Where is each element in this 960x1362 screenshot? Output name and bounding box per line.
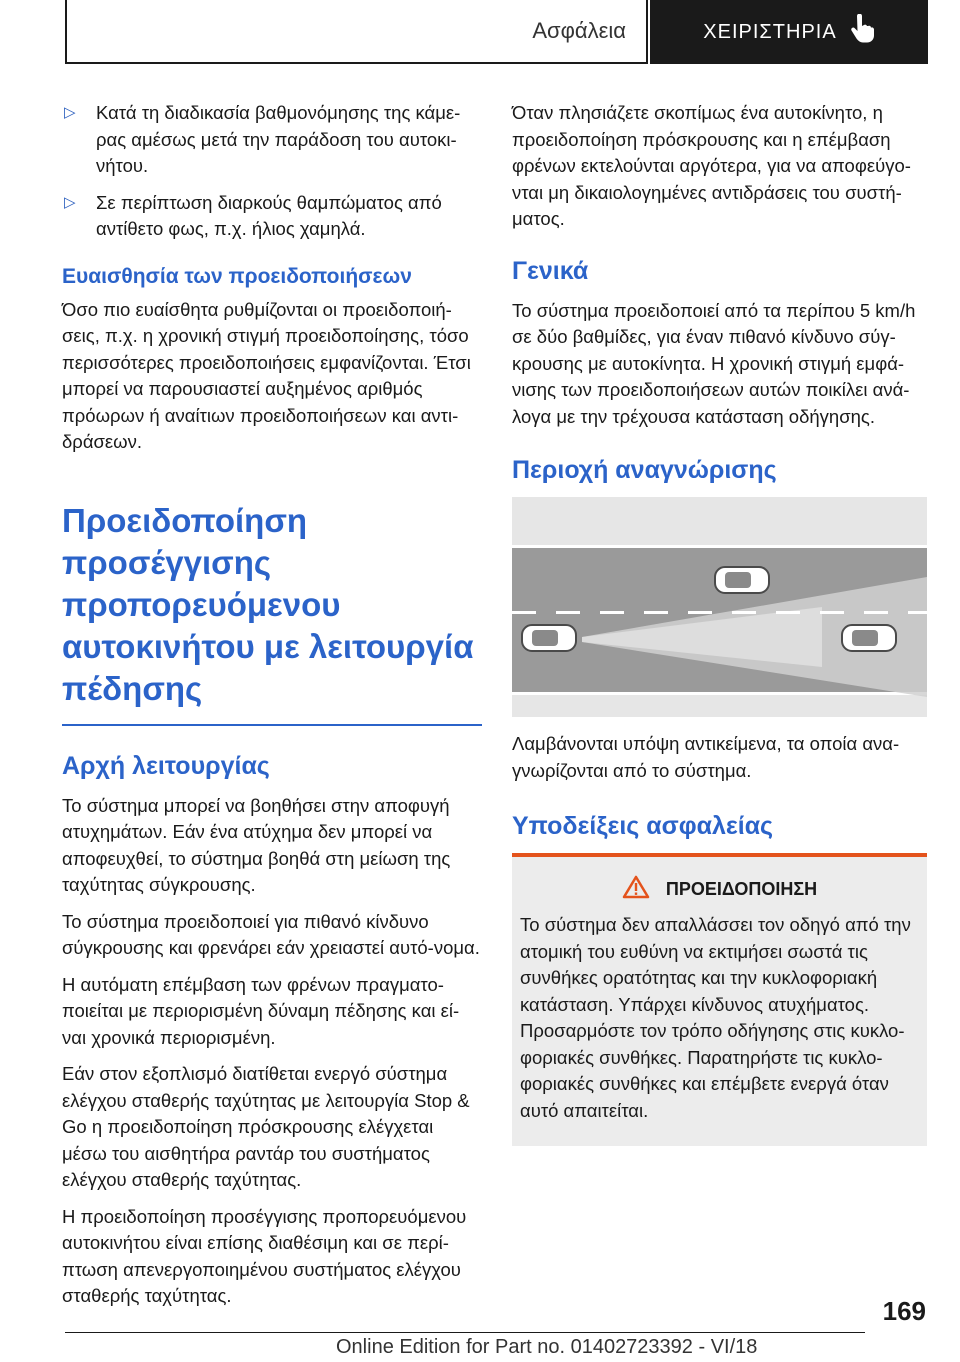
warning-title-row <box>520 875 919 904</box>
bullet-list <box>62 100 482 243</box>
triangle-bullet-icon: ▷ <box>64 104 76 121</box>
right-column <box>512 100 932 1146</box>
list-item: ▷ Σε περίπτωση διαρκούς θαμπώματος από αντίθετο φως, π.χ. ήλιος χαμηλά. <box>64 191 442 239</box>
page-number: 169 <box>882 1296 926 1326</box>
pointing-hand-icon <box>849 14 875 50</box>
car-icon <box>715 567 769 593</box>
road-illustration <box>512 497 927 717</box>
principle-paragraph: Εάν στον εξοπλισμό διατίθεται ενεργό σύστημα ελέγχου σταθερής ταχύτητας με λειτουργία Stop & Go η προειδοποίηση πρόσκρουσης ελέγχεται μέσω του αισθητήρα ραντάρ του συστήματος ελέγχου σταθερής ταχύτητας. <box>62 1063 470 1190</box>
general-heading: Γενικά <box>512 256 589 285</box>
principle-paragraph: Το σύστημα προειδοποιεί για πιθανό κίνδυνο σύγκρουσης και φρενάρει εάν χρειαστεί αυτό-νομα. <box>62 910 480 958</box>
warning-text: Το σύστημα δεν απαλλάσσει τον οδηγό από την ατομική του ευθύνη να εκτιμήσει σωστά τις συνθήκες ορατότητας και την κυκλοφοριακή κατάσταση. Υπάρχει κίνδυνος ατυχήματος. Προσαρμόστε τον τρόπο οδήγησης στις κυκλο-φοριακές συνθήκες. Παρατηρήστε τις κυκλο-φοριακές συνθήκες και επέμβετε ενεργά όταν αυτό απαιτείται. <box>520 914 911 1121</box>
detection-heading: Περιοχή αναγνώρισης <box>512 456 777 484</box>
header-section-tab <box>65 0 648 64</box>
triangle-bullet-icon: ▷ <box>64 193 76 211</box>
warning-box <box>512 853 927 1146</box>
footer-edition: Online Edition for Part no. 01402723392 - VI/18 <box>336 1336 758 1358</box>
principle-paragraph: Η προειδοποίηση προσέγγισης προπορευόμενου αυτοκινήτου είναι επίσης διαθέσιμη και σε περί-πτωση απενεργοποιημένου συστήματος ελέγχου σταθερής ταχύτητας. <box>62 1205 467 1306</box>
general-text: Το σύστημα προειδοποιεί από τα περίπου 5 km/h σε δύο βαθμίδες, για έναν πιθανό κίνδυνο σύγ-κρουσης με αυτοκίνητα. Η χρονική στιγμή εμφά-νισης των προειδοποιήσεων αυτών ποικίλει ανά-λογα με την τρέχουσα κατάσταση οδήγησης. <box>512 299 916 427</box>
list-item: ▷ Κατά τη διαδικασία βαθμονόμησης της κάμε-ρας αμέσως μετά την παράδοση του αυτοκι-νήτου. <box>64 102 461 176</box>
main-heading: Προειδοποίηση προσέγγισης προπορευόμενου αυτοκινήτου με λειτουργία πέδησης <box>62 501 474 707</box>
header-section-label: Ασφάλεια <box>532 18 626 43</box>
header-manual-label: ΧΕΙΡΙΣΤΗΡΙΑ <box>703 20 837 43</box>
warning-title: ΠΡΟΕΙΔΟΠΟΙΗΣΗ <box>665 879 818 899</box>
principle-heading: Αρχή λειτουργίας <box>62 751 270 780</box>
safety-heading: Υποδείξεις ασφαλείας <box>512 812 774 840</box>
principle-paragraph: Το σύστημα μπορεί να βοηθήσει στην αποφυγή ατυχημάτων. Εάν ένα ατύχημα δεν μπορεί να αποφευχθεί, το σύστημα βοηθά στη μείωση της ταχύτητας σύγκρουσης. <box>62 794 451 895</box>
principle-paragraph: Η αυτόματη επέμβαση των φρένων πραγματο-ποιείται με περιορισμένη δύναμη πέδησης και εί-ναι χρονικά περιορισμένη. <box>62 973 460 1048</box>
warning-triangle-icon <box>622 875 650 904</box>
intro-text: Όταν πλησιάζετε σκοπίμως ένα αυτοκίνητο, η προειδοποίηση πρόσκρουσης και η επέμβαση φρένων εκτελούνται αργότερα, για να αποφεύγο-νται μη δικαιολογημένες αντιδράσεις του συστή-ματος. <box>512 102 911 229</box>
sensitivity-text: Όσο πιο ευαίσθητα ρυθμίζονται οι προειδοποιή-σεις, π.χ. η χρονική στιγμή προειδοποίησης, τόσο περισσότερες προειδοποιήσεις εμφανίζονται. Έτσι μπορεί να παρουσιαστεί αυξημένος αριθμός πρόωρων ή αναίτιων προειδοποιήσεων και αντι-δράσεων. <box>62 298 471 452</box>
left-column <box>62 100 482 1320</box>
footer-divider <box>65 1332 865 1333</box>
heading-divider <box>62 724 482 726</box>
car-icon <box>522 625 576 651</box>
detection-area-diagram <box>512 497 927 717</box>
car-icon <box>842 625 896 651</box>
sensitivity-heading: Ευαισθησία των προειδοποιήσεων <box>62 264 412 288</box>
diagram-caption: Λαμβάνονται υπόψη αντικείμενα, τα οποία ανα-γνωρίζονται από το σύστημα. <box>512 733 900 781</box>
header-manual-tab <box>650 0 928 64</box>
